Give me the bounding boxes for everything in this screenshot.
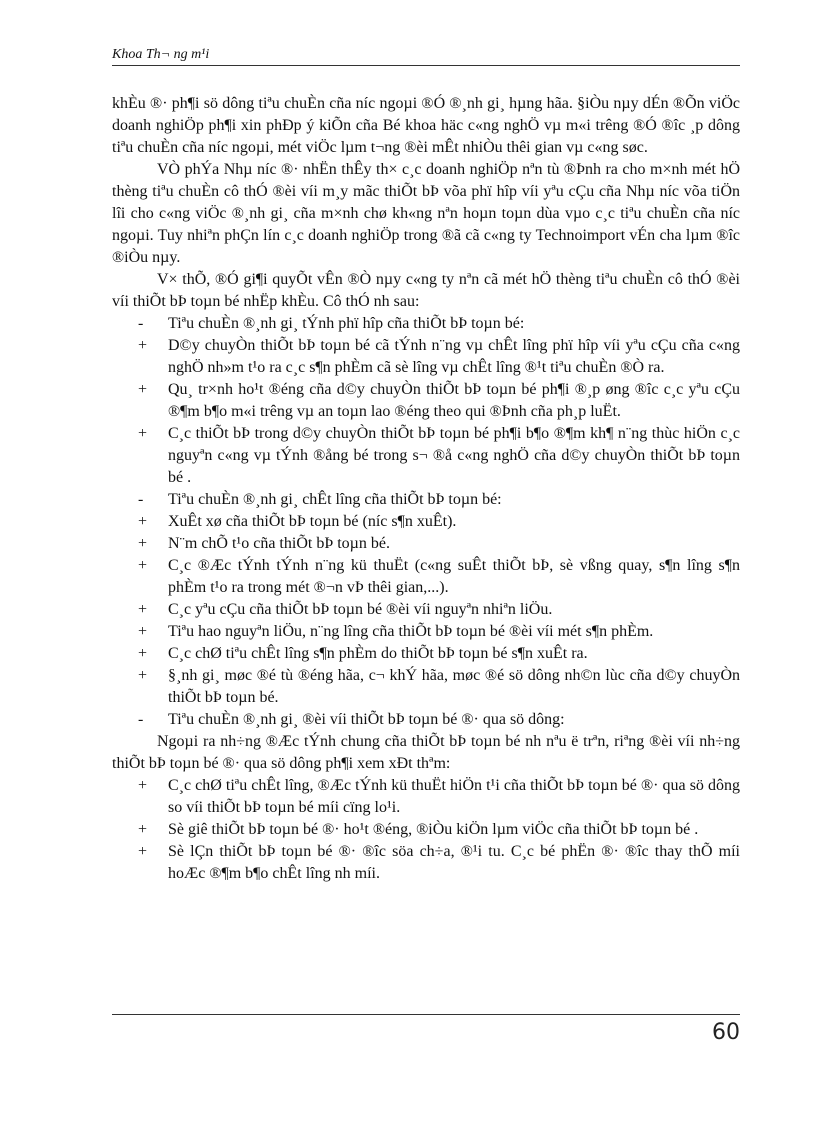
list-marker: - bbox=[138, 491, 144, 508]
list-marker: + bbox=[138, 777, 148, 794]
list-marker: + bbox=[138, 601, 148, 618]
list-item-text: C¸c chØ tiªu chÊt lîng s¶n phÈm do thiÕt bÞ toµn bé s¶n xuÊt ra. bbox=[168, 645, 588, 662]
list-marker: + bbox=[138, 623, 148, 640]
list-item bbox=[112, 643, 740, 665]
list-item bbox=[112, 819, 740, 841]
list-item bbox=[112, 489, 740, 511]
paragraph-3: V× thÕ, ®Ó gi¶i quyÕt vÊn ®Ò nµy c«ng ty nªn cã mét hÖ thèng tiªu chuÈn cô thÓ ®èi víi thiÕt bÞ toµn bé nhËp khÈu. Cô thÓ nh sau: bbox=[112, 271, 740, 310]
list-item bbox=[112, 841, 740, 885]
list-item bbox=[112, 709, 740, 731]
list-item-text: Tiªu chuÈn ®¸nh gi¸ ®èi víi thiÕt bÞ toµn bé ®· qua sö dông: bbox=[168, 711, 565, 728]
list-item-text: D©y chuyÒn thiÕt bÞ toµn bé cã tÝnh n¨ng vµ chÊt lîng phï hîp víi yªu cÇu cña c«ng nghÖ nh»m t¹o ra c¸c s¶n phÈm cã sè lîng vµ chÊt lîng ®¹t tiªu chuÈn ®Ò ra. bbox=[168, 337, 740, 376]
list-item-text: Sè lÇn thiÕt bÞ toµn bé ®· ®îc söa ch÷a, ®¹i tu. C¸c bé phËn ®· ®îc thay thÕ míi hoÆc ®¶m b¶o chÊt lîng nh míi. bbox=[168, 843, 740, 882]
list-item-text: Tiªu chuÈn ®¸nh gi¸ tÝnh phï hîp cña thiÕt bÞ toµn bé: bbox=[168, 315, 525, 332]
list-marker: + bbox=[138, 535, 148, 552]
header-title: Khoa Th¬ ng m¹i bbox=[112, 47, 210, 62]
footer-rule bbox=[112, 1014, 740, 1015]
list-item bbox=[112, 599, 740, 621]
list-marker: + bbox=[138, 513, 148, 530]
list-marker: + bbox=[138, 425, 148, 442]
list-item bbox=[112, 511, 740, 533]
list-item bbox=[112, 313, 740, 335]
list-item bbox=[112, 555, 740, 599]
list-marker: + bbox=[138, 667, 148, 684]
list-item-text: Tiªu hao nguyªn liÖu, n¨ng lîng cña thiÕt bÞ toµn bé ®èi víi mét s¶n phÈm. bbox=[168, 623, 654, 640]
list-marker: + bbox=[138, 821, 148, 838]
paragraph-1: khÈu ®· ph¶i sö dông tiªu chuÈn cña níc ngoµi ®Ó ®¸nh gi¸ hµng hãa. §iÒu nµy dÉn ®Õn viÖc doanh nghiÖp ph¶i xin phÐp ý kiÕn cña Bé khoa häc c«ng nghÖ vµ m«i trêng ®Ó ®îc ¸p dông tiªu chuÈn cña níc ngoµi, mét viÖc lµm t¬ng ®èi mÊt nhiÒu thêi gian vµ c«ng søc. bbox=[112, 95, 740, 156]
list-item bbox=[112, 621, 740, 643]
list-item bbox=[112, 665, 740, 709]
list-item-text: XuÊt xø cña thiÕt bÞ toµn bé (níc s¶n xuÊt). bbox=[168, 513, 457, 530]
running-header bbox=[112, 44, 740, 66]
list-item-text: Qu¸ tr×nh ho¹t ®éng cña d©y chuyÒn thiÕt bÞ toµn bé ph¶i ®¸p øng ®îc c¸c yªu cÇu ®¶m b¶o m«i trêng vµ an toµn lao ®éng theo qui ®Þnh cña ph¸p luËt. bbox=[168, 381, 740, 420]
page-number: 60 bbox=[712, 1020, 740, 1045]
paragraph-4: Ngoµi ra nh÷ng ®Æc tÝnh chung cña thiÕt bÞ toµn bé nh nªu ë trªn, riªng ®èi víi nh÷ng thiÕt bÞ toµn bé ®· qua sö dông ph¶i xem xÐt thªm: bbox=[112, 733, 740, 772]
list-item bbox=[112, 775, 740, 819]
list-item-text: Tiªu chuÈn ®¸nh gi¸ chÊt lîng cña thiÕt bÞ toµn bé: bbox=[168, 491, 502, 508]
list-item bbox=[112, 335, 740, 379]
list-marker: - bbox=[138, 315, 144, 332]
paragraph-2: VÒ phÝa Nhµ níc ®· nhËn thÊy th× c¸c doanh nghiÖp nªn tù ®Þnh ra cho m×nh mét hÖ thèng tiªu chuÈn cô thÓ ®èi víi m¸y mãc thiÕt bÞ võa phï hîp víi yªu cÇu cña Nhµ níc võa tiÖn lîi cho c«ng viÖc ®¸nh gi¸ cña m×nh chø kh«ng nªn hoµn toµn dùa vµo c¸c tiªu chuÈn cña níc ngoµi. Tuy nhiªn phÇn lín c¸c doanh nghiÖp trong ®ã cã c«ng ty Technoimport vÉn cha lµm ®îc ®iÒu nµy. bbox=[112, 161, 740, 266]
header-rule bbox=[112, 65, 740, 66]
list-item-text: C¸c thiÕt bÞ trong d©y chuyÒn thiÕt bÞ toµn bé ph¶i b¶o ®¶m kh¶ n¨ng thùc hiÖn c¸c nguyªn c«ng vµ tÝnh ®ång bé trong s¬ ®å c«ng nghÖ cña d©y chuyÒn thiÕt bÞ toµn bé . bbox=[168, 425, 740, 486]
list-marker: + bbox=[138, 557, 148, 574]
list-item-text: C¸c yªu cÇu cña thiÕt bÞ toµn bé ®èi víi nguyªn nhiªn liÖu. bbox=[168, 601, 553, 618]
list-item bbox=[112, 379, 740, 423]
list-marker: + bbox=[138, 337, 148, 354]
list-marker: + bbox=[138, 843, 148, 860]
list-item-text: Sè giê thiÕt bÞ toµn bé ®· ho¹t ®éng, ®iÒu kiÖn lµm viÖc cña thiÕt bÞ toµn bé . bbox=[168, 821, 699, 838]
list-item bbox=[112, 533, 740, 555]
list-item bbox=[112, 423, 740, 489]
list-marker: + bbox=[138, 645, 148, 662]
list-item-text: N¨m chÕ t¹o cña thiÕt bÞ toµn bé. bbox=[168, 535, 390, 552]
list-marker: + bbox=[138, 381, 148, 398]
list-item-text: C¸c chØ tiªu chÊt lîng, ®Æc tÝnh kü thuËt hiÖn t¹i cña thiÕt bÞ toµn bé ®· qua sö dông so víi thiÕt bÞ toµn bé míi cïng lo¹i. bbox=[168, 777, 740, 816]
page-body bbox=[112, 93, 740, 885]
list-marker: - bbox=[138, 711, 144, 728]
list-item-text: §¸nh gi¸ møc ®é tù ®éng hãa, c¬ khÝ hãa, møc ®é sö dông nh©n lùc cña d©y chuyÒn thiÕt bÞ toµn bé. bbox=[168, 667, 740, 706]
list-item-text: C¸c ®Æc tÝnh tÝnh n¨ng kü thuËt (c«ng suÊt thiÕt bÞ, sè vßng quay, s¶n lîng s¶n phÈm t¹o ra trong mét ®¬n vÞ thêi gian,...). bbox=[168, 557, 740, 596]
